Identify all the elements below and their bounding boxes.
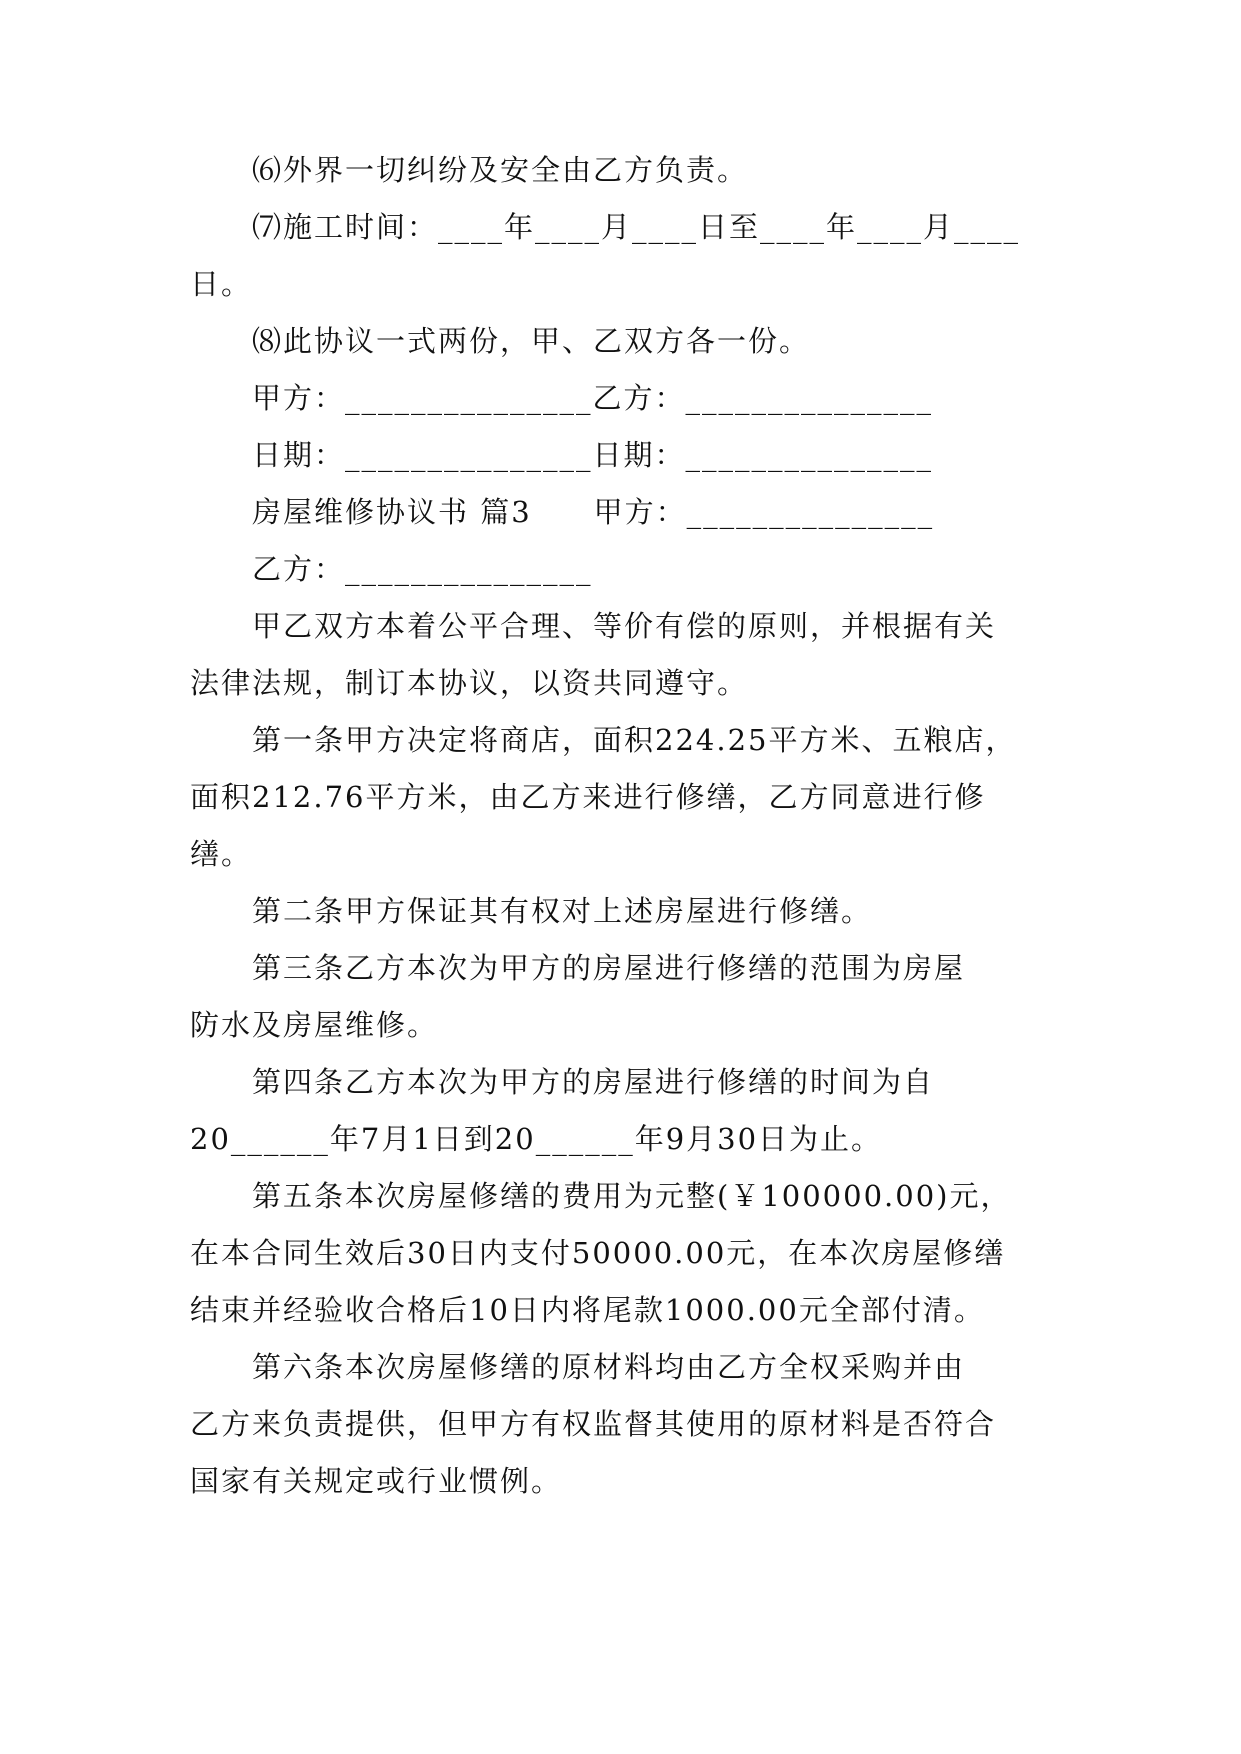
text-line-article-6-end: 国家有关规定或行业惯例。 [190, 1464, 563, 1498]
text-line-article-1: 第一条甲方决定将商店，面积224.25平方米、五粮店， [252, 723, 1017, 757]
text-line-clause-8: ⑻此协议一式两份，甲、乙双方各一份。 [252, 324, 811, 358]
text-line-preamble-cont: 法律法规，制订本协议，以资共同遵守。 [190, 666, 749, 700]
text-line-article-5-cont: 在本合同生效后30日内支付50000.00元，在本次房屋修缮 [190, 1236, 1006, 1270]
text-line-article-6-cont: 乙方来负责提供，但甲方有权监督其使用的原材料是否符合 [190, 1407, 997, 1441]
text-line-article-6: 第六条本次房屋修缮的原材料均由乙方全权采购并由 [252, 1350, 966, 1384]
text-line-article-3-cont: 防水及房屋维修。 [190, 1008, 439, 1042]
text-line-preamble: 甲乙双方本着公平合理、等价有偿的原则，并根据有关 [252, 609, 997, 643]
text-line-article-5-end: 结束并经验收合格后10日内将尾款1000.00元全部付清。 [190, 1293, 985, 1327]
text-line-article-1-end: 缮。 [190, 837, 253, 871]
text-line-clause-7-cont: 日。 [190, 267, 253, 301]
text-line-article-2: 第二条甲方保证其有权对上述房屋进行修缮。 [252, 894, 873, 928]
text-line-clause-6: ⑹外界一切纠纷及安全由乙方负责。 [252, 153, 749, 187]
text-line-article-4-cont: 20______年7月1日到20______年9月30日为止。 [190, 1122, 883, 1156]
text-line-article-1-cont: 面积212.76平方米，由乙方来进行修缮，乙方同意进行修 [190, 780, 986, 814]
signature-line-parties: 甲方：_______________乙方：_______________ [252, 381, 934, 415]
signature-line-dates: 日期：_______________日期：_______________ [252, 438, 934, 472]
text-line-article-5: 第五条本次房屋修缮的费用为元整(￥100000.00)元， [252, 1179, 1012, 1213]
party-b-line: 乙方：_______________ [252, 552, 593, 586]
text-line-clause-7: ⑺施工时间：____年____月____日至____年____月____ [252, 210, 1021, 244]
section-heading-part-3: 房屋维修协议书 篇3 甲方：_______________ [252, 495, 935, 529]
text-line-article-3: 第三条乙方本次为甲方的房屋进行修缮的范围为房屋 [252, 951, 966, 985]
text-line-article-4: 第四条乙方本次为甲方的房屋进行修缮的时间为自 [252, 1065, 935, 1099]
